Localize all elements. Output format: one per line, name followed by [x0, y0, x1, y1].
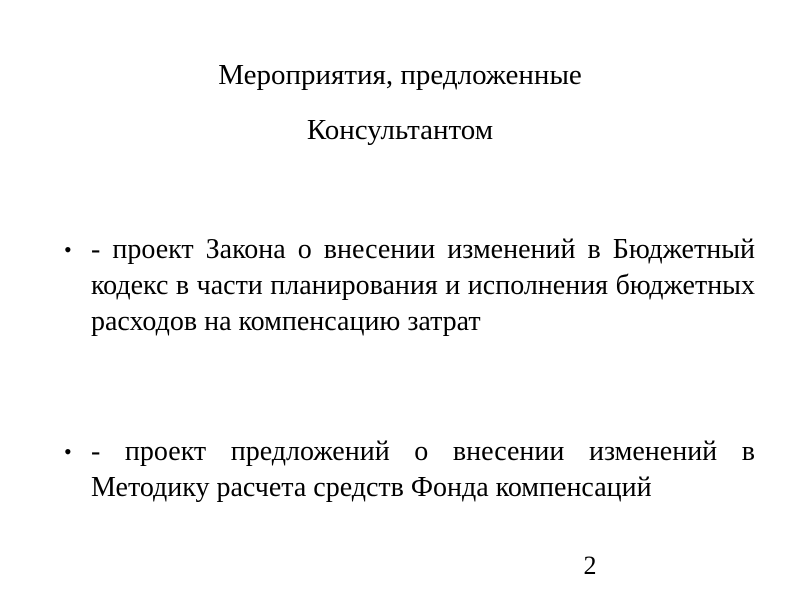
slide-title-line-2: Консультантом — [306, 114, 494, 146]
bullet-marker: • — [64, 439, 72, 464]
bullet-text: - проект предложений о внесении изменений в Методику расчета средств Фонда компенсаций — [91, 436, 755, 503]
slide-title-line-1: Мероприятия, предложенные — [218, 59, 582, 91]
bullet-marker: • — [64, 237, 72, 262]
bullet-item — [0, 434, 800, 503]
page-number: 2 — [583, 551, 597, 580]
bullet-item — [0, 232, 800, 337]
bullet-text: - проект Закона о внесении изменений в Бюджетный кодекс в части планирования и исполнения бюджетных расходов на компенсацию затрат — [91, 234, 755, 337]
